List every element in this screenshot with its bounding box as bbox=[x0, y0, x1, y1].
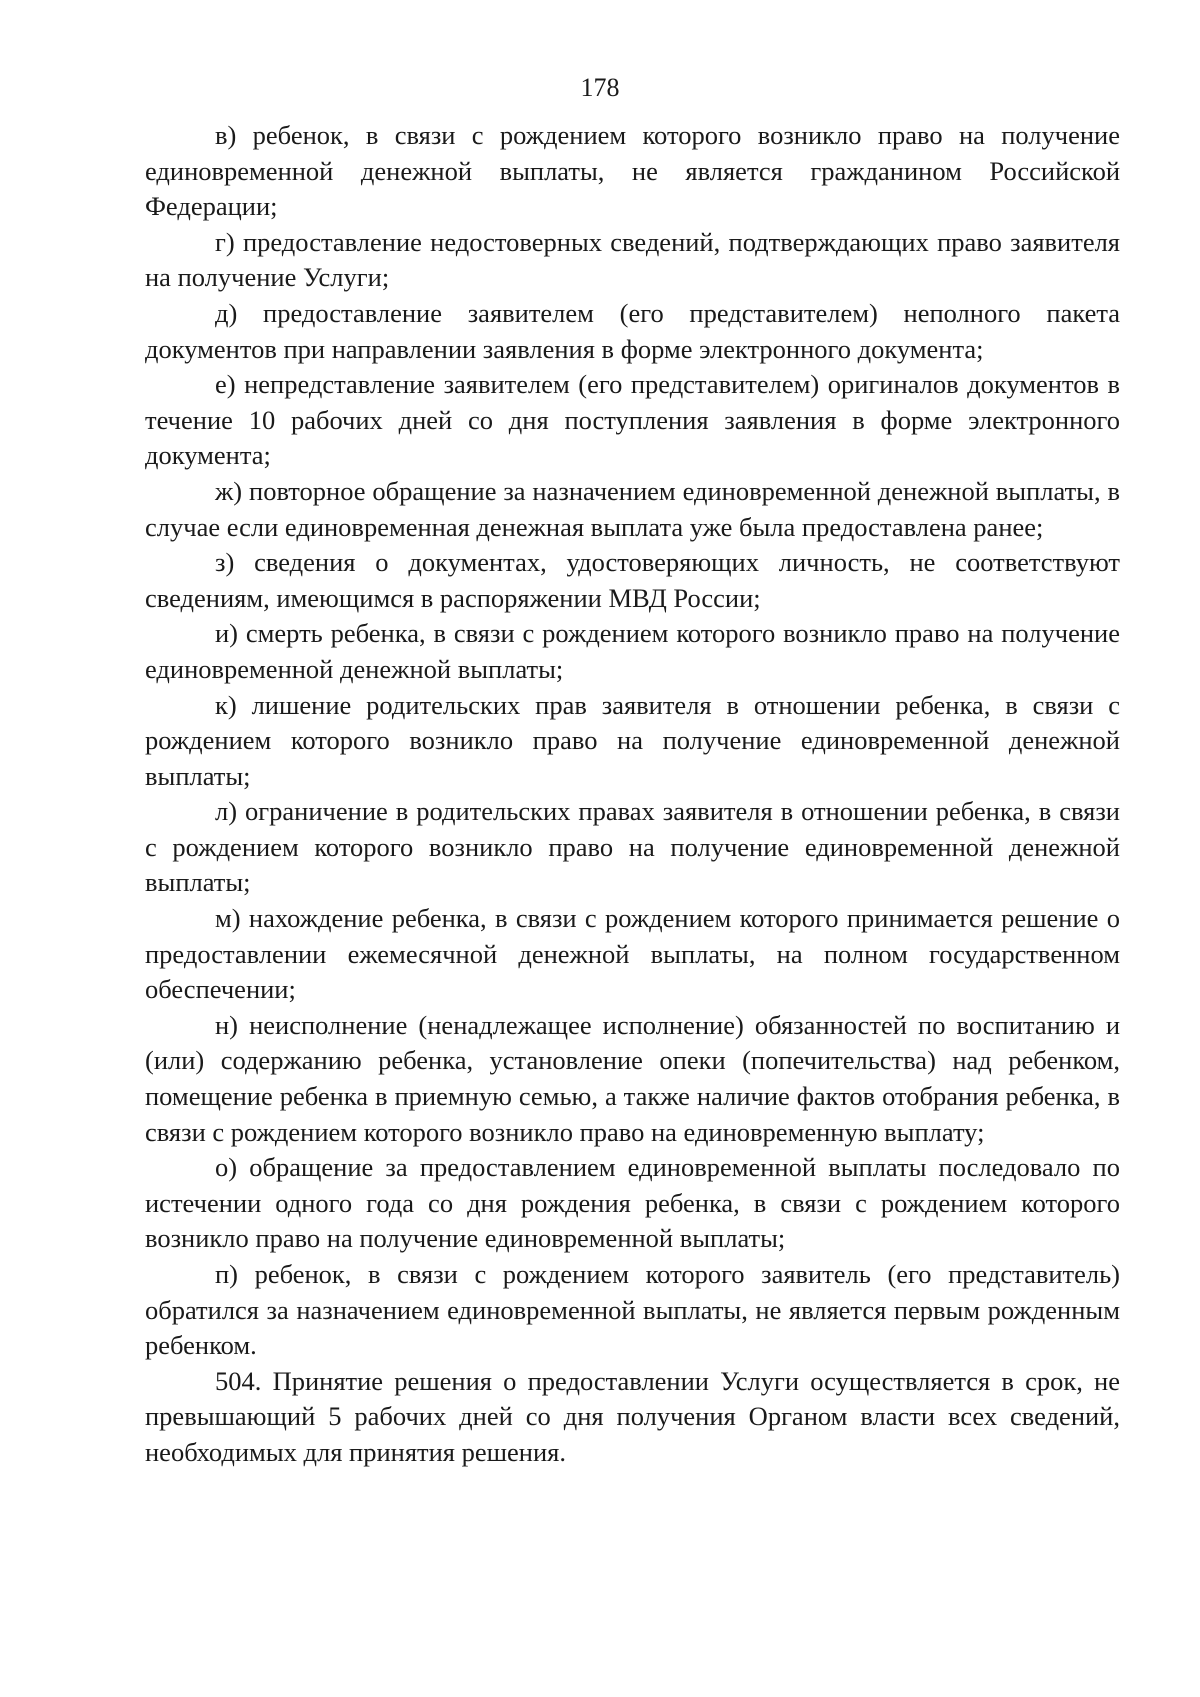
paragraph-z: з) сведения о документах, удостоверяющих личность, не соответствуют сведениям, имеющимся в распоряжении МВД России; bbox=[145, 547, 1120, 613]
paragraph-g: г) предоставление недостоверных сведений, подтверждающих право заявителя на получение Услуги; bbox=[145, 226, 1120, 293]
paragraph-m: м) нахождение ребенка, в связи с рождением которого принимается решение о предоставлении ежемесячной денежной выплаты, на полном государственном обеспечении; bbox=[145, 903, 1120, 1005]
paragraph-n: н) неисполнение (ненадлежащее исполнение) обязанностей по воспитанию и (или) содержанию ребенка, установление опеки (попечительства) над ребенком, помещение ребенка в приемную семью, а также наличие фактов отобрания ребенка, в связи с рождением которого возникло право на единовременную выплату; bbox=[145, 1009, 1120, 1147]
paragraph-i: и) смерть ребенка, в связи с рождением которого возникло право на получение единовременной денежной выплаты; bbox=[145, 618, 1120, 684]
paragraph-504: 504. Принятие решения о предоставлении Услуги осуществляется в срок, не превышающий 5 рабочих дней со дня получения Органом власти всех сведений, необходимых для принятия решения. bbox=[145, 1365, 1120, 1467]
paragraph-k: к) лишение родительских прав заявителя в отношении ребенка, в связи с рождением которого возникло право на получение единовременной денежной выплаты; bbox=[145, 689, 1120, 791]
page-number: 178 bbox=[580, 73, 620, 102]
paragraph-p: п) ребенок, в связи с рождением которого заявитель (его представитель) обратился за назначением единовременной выплаты, не является первым рожденным ребенком. bbox=[145, 1259, 1120, 1361]
document-body bbox=[145, 118, 1120, 1471]
paragraph-v: в) ребенок, в связи с рождением которого возникло право на получение единовременной денежной выплаты, не является гражданином Российской Федерации; bbox=[145, 120, 1120, 222]
paragraph-zh: ж) повторное обращение за назначением единовременной денежной выплаты, в случае если единовременная денежная выплата уже была предоставлена ранее; bbox=[145, 475, 1120, 542]
paragraph-o: о) обращение за предоставлением единовременной выплаты последовало по истечении одного года со дня рождения ребенка, в связи с рождением которого возникло право на получение единовременной выплаты; bbox=[145, 1152, 1120, 1254]
paragraph-e: е) непредставление заявителем (его представителем) оригиналов документов в течение 10 рабочих дней со дня поступления заявления в форме электронного документа; bbox=[145, 369, 1120, 471]
paragraph-l: л) ограничение в родительских правах заявителя в отношении ребенка, в связи с рождением которого возникло право на получение единовременной денежной выплаты; bbox=[145, 796, 1120, 898]
paragraph-d: д) предоставление заявителем (его представителем) неполного пакета документов при направлении заявления в форме электронного документа; bbox=[145, 297, 1120, 364]
